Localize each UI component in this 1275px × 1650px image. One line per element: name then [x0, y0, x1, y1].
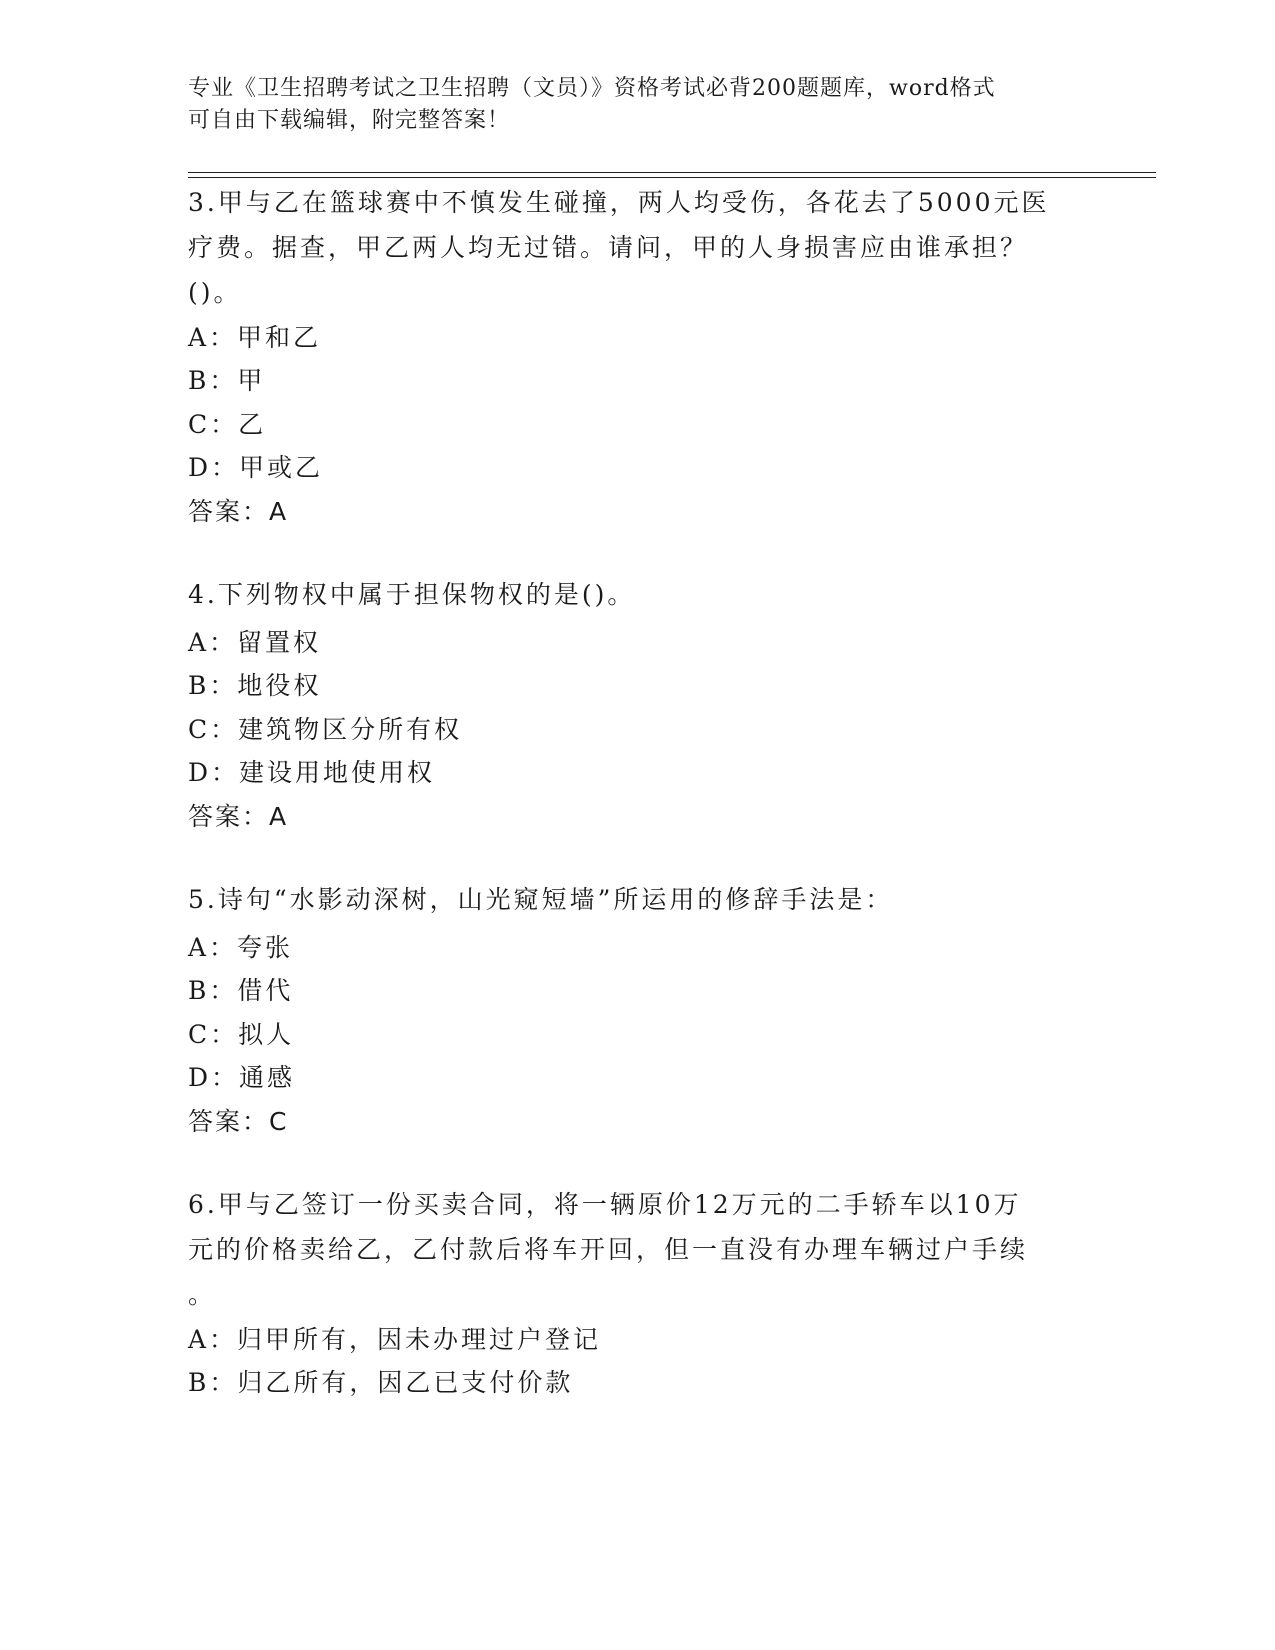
question-6-option-b: B：归乙所有，因乙已支付价款: [188, 1368, 574, 1397]
question-3-option-a: A：甲和乙: [188, 323, 322, 352]
question-3-option-b: B：甲: [188, 366, 266, 395]
question-4-answer: 答案：A: [188, 802, 289, 831]
question-line: 疗费。据查，甲乙两人均无过错。请问，甲的人身损害应由谁承担？: [188, 233, 1029, 262]
question-4-text: [188, 572, 1088, 617]
question-line: 5.诗句“水影动深树，山光窥短墙”所运用的修辞手法是：: [188, 885, 894, 914]
question-3-text: [188, 180, 1088, 315]
question-5-option-c: C：拟人: [188, 1020, 295, 1049]
question-line: 4.下列物权中属于担保物权的是()。: [188, 580, 636, 609]
question-5-answer: 答案：C: [188, 1107, 289, 1136]
question-4-option-b: B：地役权: [188, 671, 322, 700]
header-line-1: 专业《卫生招聘考试之卫生招聘（文员）》资格考试必背200题题库，word格式: [188, 76, 996, 101]
header-line-2: 可自由下载编辑，附完整答案！: [188, 108, 511, 133]
header-divider-bottom: [188, 177, 1156, 178]
question-6-text: [188, 1182, 1088, 1317]
question-line: 6.甲与乙签订一份买卖合同，将一辆原价12万元的二手轿车以10万: [188, 1190, 1022, 1219]
question-line: 。: [188, 1280, 217, 1309]
question-5-option-b: B：借代: [188, 976, 294, 1005]
question-5-option-d: D：通感: [188, 1063, 296, 1092]
question-3-answer: 答案：A: [188, 497, 289, 526]
question-5-text: [188, 877, 1088, 922]
question-3-option-d: D：甲或乙: [188, 453, 324, 482]
question-4-option-c: C：建筑物区分所有权: [188, 715, 463, 744]
question-line: 元的价格卖给乙，乙付款后将车开回，但一直没有办理车辆过户手续: [188, 1235, 1029, 1264]
question-line: 3.甲与乙在篮球赛中不慎发生碰撞，两人均受伤，各花去了5000元医: [188, 188, 1050, 217]
question-6-option-a: A：归甲所有，因未办理过户登记: [188, 1325, 602, 1354]
document-header: [188, 73, 1088, 137]
question-3-option-c: C：乙: [188, 410, 267, 439]
question-line: ()。: [188, 278, 242, 307]
question-4-option-d: D：建设用地使用权: [188, 758, 436, 787]
question-4-option-a: A：留置权: [188, 628, 322, 657]
question-5-option-a: A：夸张: [188, 933, 294, 962]
header-divider-top: [188, 172, 1156, 173]
